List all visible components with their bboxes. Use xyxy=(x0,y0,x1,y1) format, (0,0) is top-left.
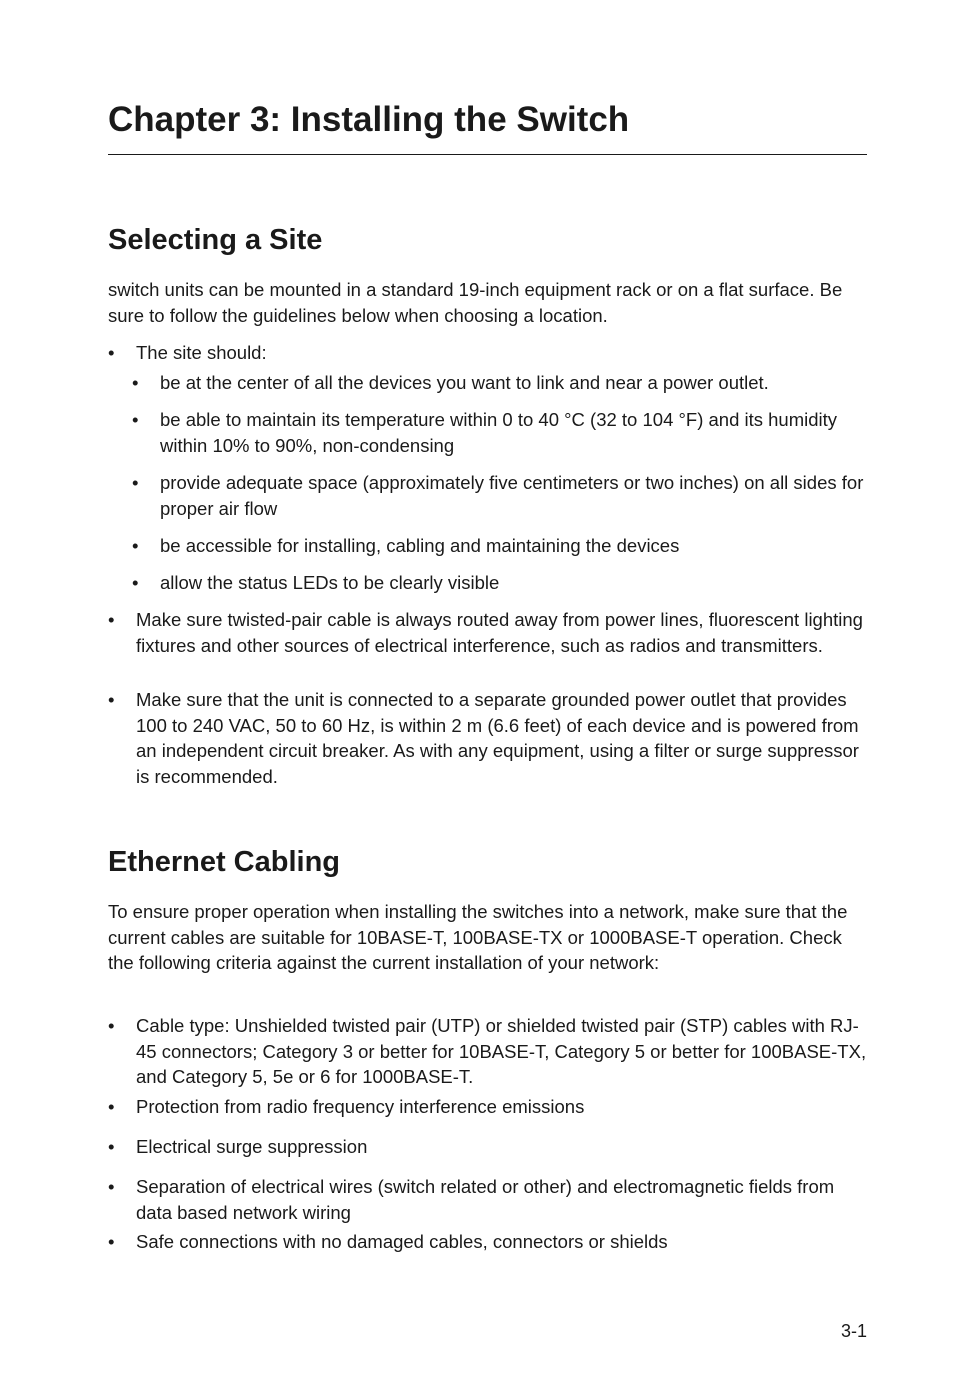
bullet-icon: • xyxy=(108,1096,115,1117)
list-item-text: Electrical surge suppression xyxy=(136,1136,368,1157)
sub-list-item xyxy=(132,470,868,521)
bullet-icon: • xyxy=(108,342,115,363)
list-item xyxy=(108,1013,868,1090)
site-intro-paragraph: switch units can be mounted in a standard 19-inch equipment rack or on a flat surface. Be sure to follow the guidelines below when choosing a location. xyxy=(108,279,843,326)
list-item-text: Cable type: Unshielded twisted pair (UTP) or shielded twisted pair (STP) cables with RJ-45 connectors; Category 3 or better for 10BASE-T, Category 5 or better for 100BASE-TX, and Category 5, 5e or 6 for 1000BASE-T. xyxy=(136,1015,867,1087)
list-item-text: The site should: xyxy=(136,342,267,363)
sub-list-item xyxy=(132,533,868,559)
sub-list-item-text: provide adequate space (approximately five centimeters or two inches) on all sides for proper air flow xyxy=(160,472,864,519)
bullet-icon: • xyxy=(108,1136,115,1157)
list-item xyxy=(108,1229,868,1255)
list-item-text: Make sure that the unit is connected to a separate grounded power outlet that provides 100 to 240 VAC, 50 to 60 Hz, is within 2 m (6.6 feet) of each device and is powered from an independent circuit breaker. As with any equipment, using a filter or surge suppressor is recommended. xyxy=(136,689,859,787)
sub-list-item xyxy=(132,407,868,458)
list-item xyxy=(108,340,868,366)
list-item-text: Make sure twisted-pair cable is always routed away from power lines, fluorescent lighting fixtures and other sources of electrical interference, such as radios and transmitters. xyxy=(136,609,863,656)
sub-list-item-text: be accessible for installing, cabling and maintaining the devices xyxy=(160,535,680,556)
bullet-icon: • xyxy=(108,1176,115,1197)
list-item-text: Separation of electrical wires (switch related or other) and electromagnetic fields from data based network wiring xyxy=(136,1176,835,1223)
bullet-icon: • xyxy=(108,609,115,630)
bullet-icon: • xyxy=(132,472,139,493)
sub-list-item-text: be at the center of all the devices you want to link and near a power outlet. xyxy=(160,372,769,393)
section-heading-selecting-a-site: Selecting a Site xyxy=(108,224,323,256)
list-item-text: Safe connections with no damaged cables, connectors or shields xyxy=(136,1231,668,1252)
chapter-title: Chapter 3: Installing the Switch xyxy=(108,100,630,139)
bullet-icon: • xyxy=(108,1015,115,1036)
page-number: 3-1 xyxy=(840,1321,867,1341)
list-item xyxy=(108,1134,868,1160)
bullet-icon: • xyxy=(132,372,139,393)
sub-list-item xyxy=(132,570,868,596)
list-item xyxy=(108,607,868,658)
sub-list-item-text: allow the status LEDs to be clearly visible xyxy=(160,572,500,593)
section-heading-ethernet-cabling: Ethernet Cabling xyxy=(108,846,341,878)
bullet-icon: • xyxy=(132,535,139,556)
bullet-icon: • xyxy=(132,572,139,593)
chapter-title-rule xyxy=(108,154,867,155)
sub-list-item xyxy=(132,370,868,396)
list-item xyxy=(108,1174,868,1225)
bullet-icon: • xyxy=(108,1231,115,1252)
bullet-icon: • xyxy=(108,689,115,710)
list-item xyxy=(108,1094,868,1120)
sub-list-item-text: be able to maintain its temperature within 0 to 40 °C (32 to 104 °F) and its humidity within 10% to 90%, non-condensing xyxy=(160,409,838,456)
bullet-icon: • xyxy=(132,409,139,430)
ethernet-intro-paragraph: To ensure proper operation when installing the switches into a network, make sure that the current cables are suitable for 10BASE-T, 100BASE-TX or 1000BASE-T operation. Check the following criteria against the current installation of your network: xyxy=(108,901,848,973)
list-item xyxy=(108,687,868,789)
list-item-text: Protection from radio frequency interference emissions xyxy=(136,1096,585,1117)
